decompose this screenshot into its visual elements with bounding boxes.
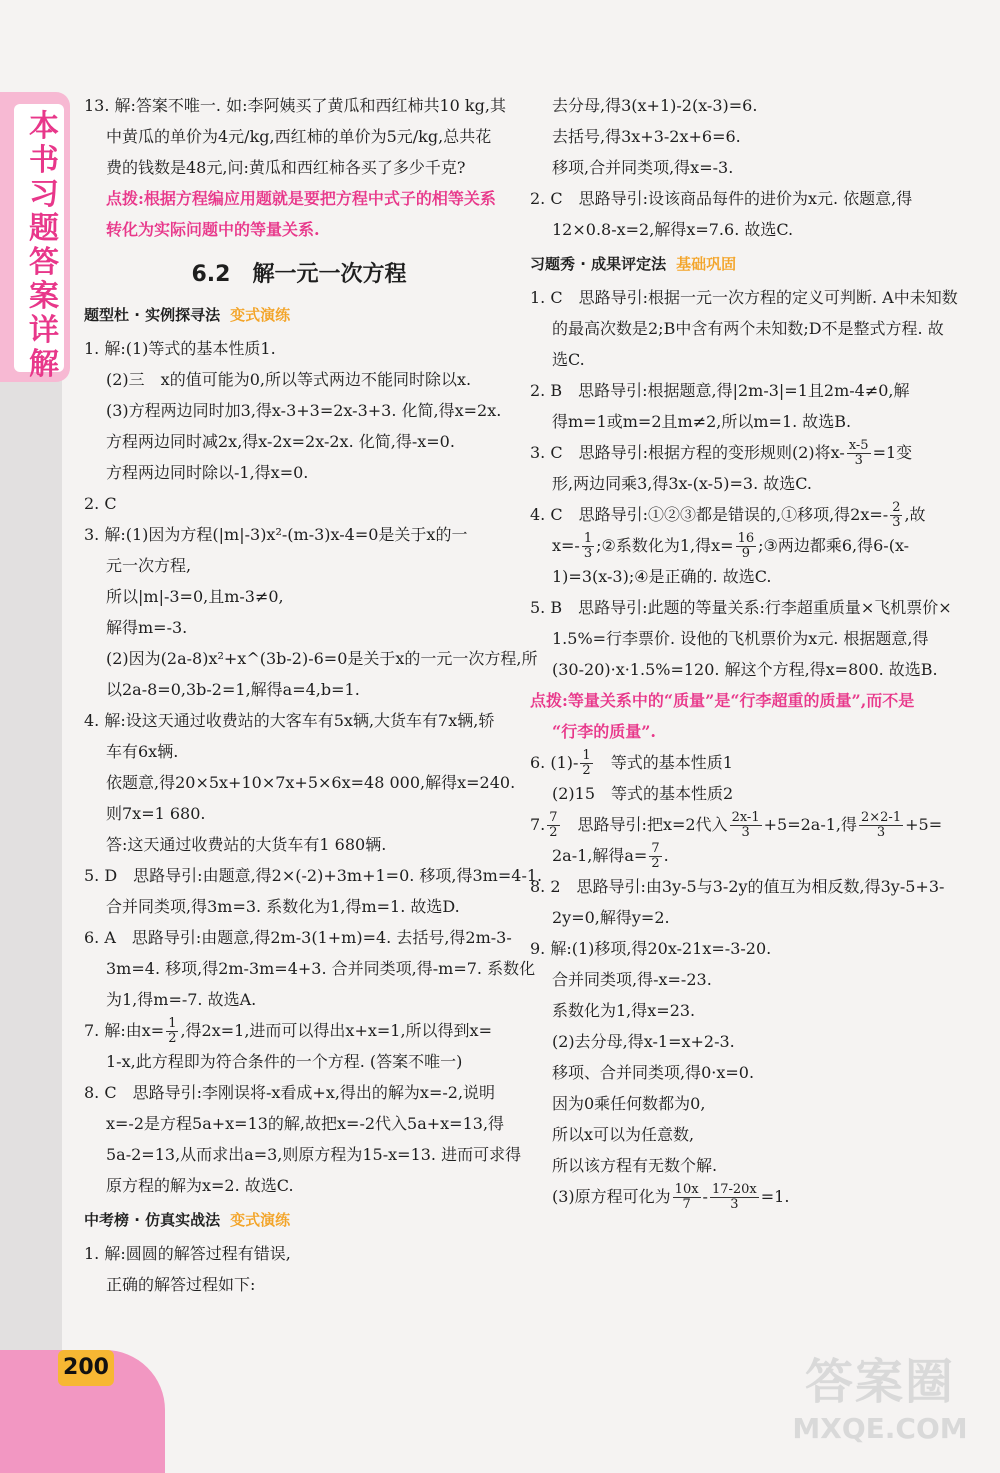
fraction (859, 811, 903, 840)
s6-line1 (530, 747, 955, 778)
s4-line1 (530, 499, 955, 530)
s7-line2 (530, 840, 955, 871)
q13-line1: 13. 解:答案不唯一. 如:李阿姨买了黄瓜和西红柿共10 kg,其 (84, 96, 506, 115)
s4-line2 (530, 530, 955, 561)
s1-line3: 选C. (552, 350, 585, 369)
s7-line2-pre: 2a-1,解得a= (552, 846, 648, 865)
tip-line2: 转化为实际问题中的等量关系. (106, 220, 320, 239)
q8-line4: 原方程的解为x=2. 故选C. (106, 1176, 294, 1195)
fraction-denominator: 9 (741, 546, 750, 561)
s4-line2-post: ;③两边都乘6,得6-(x- (758, 536, 910, 555)
s6-line2: (2)15 等式的基本性质2 (552, 784, 734, 803)
page-number: 200 (58, 1350, 114, 1386)
subsection-heading-2-text: 中考榜 · 仿真实战法 (84, 1211, 221, 1229)
subsection-badge-2: 变式演练 (230, 1211, 291, 1229)
q7-line1-post: ,得2x=1,进而可以得出x+x=1,所以得到x= (180, 1021, 492, 1040)
fraction-denominator: 3 (876, 825, 886, 840)
s9-line9-pre: (3)原方程可化为 (552, 1187, 671, 1206)
fraction-numerator: 7 (549, 810, 558, 825)
s9-line8: 所以该方程有无数个解. (552, 1156, 718, 1175)
tip-line1: 点拨:根据方程编应用题就是要把方程中式子的相等关系 (106, 189, 496, 208)
side-label: 本书习题答案详解 (29, 109, 59, 382)
q8-line3: 5a-2=13,从而求出a=3,则原方程为15-x=13. 进而可求得 (106, 1145, 522, 1164)
s1-line2: 的最高次数是2;B中含有两个未知数;D不是整式方程. 故 (552, 319, 944, 338)
q1-line5: 方程两边同时除以-1,得x=0. (106, 463, 309, 482)
q13-line3: 费的钱数是48元,问:黄瓜和西红柿各买了多少千克? (106, 158, 466, 177)
fraction (673, 1183, 701, 1212)
s8-line2: 2y=0,解得y=2. (552, 908, 670, 927)
subsection-badge-1: 变式演练 (230, 306, 291, 324)
q4-line4: 则7x=1 680. (106, 804, 206, 823)
r-line3: 移项,合并同类项,得x=-3. (552, 158, 734, 177)
section-title: 6.2 解一元一次方程 (191, 262, 407, 287)
fraction-numerator: 7 (651, 841, 660, 856)
watermark-text-1: 答案圈 (804, 1354, 955, 1410)
fraction-numerator: 1 (582, 748, 591, 763)
q2-line: 2. C (84, 494, 117, 513)
q6-line3: 为1,得m=-7. 故选A. (106, 990, 257, 1009)
s6-line1-pre: 6. (1)- (530, 753, 579, 772)
s4-line1-post: ,故 (904, 505, 926, 524)
subsection-heading-2 (84, 1205, 514, 1236)
s7-line1-mid: 思路导引:把x=2代入 (561, 815, 728, 834)
s9-line3: 系数化为1,得x=23. (552, 1001, 696, 1020)
s9-line2: 合并同类项,得-x=-23. (552, 970, 712, 989)
q6-line1: 6. A 思路导引:由题意,得2m-3(1+m)=4. 去括号,得2m-3- (84, 928, 512, 947)
q13-line2: 中黄瓜的单价为4元/kg,西红柿的单价为5元/kg,总共花 (106, 127, 492, 146)
q7-line1 (84, 1015, 514, 1046)
fraction-denominator: 3 (730, 1197, 739, 1212)
fraction-denominator: 2 (549, 825, 558, 840)
r2-line1: 2. C 思路导引:设该商品每件的进价为x元. 依题意,得 (530, 189, 913, 208)
z1-line1: 1. 解:圆圆的解答过程有错误, (84, 1244, 291, 1263)
s4-line3: 1)=3(x-3);④是正确的. 故选C. (552, 567, 772, 586)
r-line2: 去括号,得3x+3-2x+6=6. (552, 127, 741, 146)
s9-line9-post: =1. (760, 1187, 790, 1206)
s3-line1-post: =1变 (872, 443, 913, 462)
fraction (710, 1183, 759, 1212)
s9-line9-mid: - (702, 1187, 708, 1206)
side-strip (0, 380, 62, 1380)
q1-line1: 1. 解:(1)等式的基本性质1. (84, 339, 276, 358)
s5-line1: 5. B 思路导引:此题的等量关系:行李超重质量×飞机票价× (530, 598, 952, 617)
q8-line1: 8. C 思路导引:李刚误将-x看成+x,得出的解为x=-2,说明 (84, 1083, 496, 1102)
left-column (84, 90, 543, 1300)
fraction-denominator: 3 (741, 825, 750, 840)
fraction-numerator: 10x (674, 1182, 699, 1197)
q1-line4: 方程两边同时减2x,得x-2x=2x-2x. 化简,得-x=0. (106, 432, 455, 451)
fraction-denominator: 3 (892, 515, 901, 530)
fraction (582, 532, 594, 561)
watermark-text-2: MXQE.COM (792, 1412, 968, 1445)
fraction-numerator: 16 (737, 531, 755, 546)
watermark (780, 1343, 980, 1463)
q5-line2: 合并同类项,得3m=3. 系数化为1,得m=1. 故选D. (106, 897, 460, 916)
subsection-heading-1-text: 题型杜 · 实例探寻法 (84, 306, 221, 324)
fraction-numerator: 17-20x (711, 1182, 757, 1197)
s9-line1: 9. 解:(1)移项,得20x-21x=-3-20. (530, 939, 772, 958)
q1-line3: (3)方程两边同时加3,得x-3+3=2x-3+3. 化简,得x=2x. (106, 401, 502, 420)
s7-line1 (530, 809, 955, 840)
q7-line1-pre: 7. 解:由x= (84, 1021, 165, 1040)
s5-line2: 1.5%=行李票价. 设他的飞机票价为x元. 根据题意,得 (552, 629, 929, 648)
s9-line9 (530, 1181, 955, 1212)
s9-line5: 移项、合并同类项,得0·x=0. (552, 1063, 755, 1082)
r2-line2: 12×0.8-x=2,解得x=7.6. 故选C. (552, 220, 794, 239)
fraction (547, 811, 559, 840)
fraction-numerator: x-5 (848, 438, 869, 453)
s7-line2-post: . (663, 846, 669, 865)
z1-line2: 正确的解答过程如下: (106, 1275, 256, 1294)
fraction-denominator: 2 (168, 1031, 177, 1046)
fraction (580, 749, 592, 778)
s9-line6: 因为0乘任何数都为0, (552, 1094, 706, 1113)
right-column (530, 90, 958, 1212)
fraction-denominator: 7 (682, 1197, 691, 1212)
q3-line3: 所以|m|-3=0,且m-3≠0, (106, 587, 284, 606)
r-line1: 去分母,得3(x+1)-2(x-3)=6. (552, 96, 758, 115)
q6-line2: 3m=4. 移项,得2m-3m=4+3. 合并同类项,得-m=7. 系数化 (106, 959, 536, 978)
s4-line2-pre: x=- (552, 536, 580, 555)
q1-line2: (2)三 x的值可能为0,所以等式两边不能同时除以x. (106, 370, 472, 389)
fraction-denominator: 2 (651, 856, 660, 871)
tip2-line1: 点拨:等量关系中的“质量”是“行李超重的质量”,而不是 (530, 691, 915, 710)
fraction-numerator: 2×2-1 (861, 810, 902, 825)
tip2-line2: “行李的质量”. (552, 722, 656, 741)
fraction (649, 842, 661, 871)
fraction-numerator: 2x-1 (731, 810, 760, 825)
s2-line1: 2. B 思路导引:根据题意,得|2m-3|=1且2m-4≠0,解 (530, 381, 910, 400)
fraction-denominator: 3 (854, 453, 863, 468)
fraction-denominator: 3 (583, 546, 593, 561)
s7-line1-mid2: +5=2a-1,得 (763, 815, 857, 834)
s1-line1: 1. C 思路导引:根据一元一次方程的定义可判断. A中未知数 (530, 288, 958, 307)
fraction (736, 532, 757, 561)
q3-line2: 元一次方程, (106, 556, 192, 575)
fraction (890, 501, 902, 530)
fraction (730, 811, 762, 840)
fraction-numerator: 1 (583, 531, 593, 546)
s3-line1 (530, 437, 955, 468)
subsection-heading-3-text: 习题秀 · 成果评定法 (530, 255, 667, 273)
q4-line5: 答:这天通过收费站的大货车有1 680辆. (106, 835, 387, 854)
q3-line4: 解得m=-3. (106, 618, 188, 637)
s7-line1-pre: 7. (530, 815, 546, 834)
fraction-denominator: 2 (582, 763, 591, 778)
s2-line2: 得m=1或m=2且m≠2,所以m=1. 故选B. (552, 412, 852, 431)
q4-line1: 4. 解:设这天通过收费站的大客车有5x辆,大货车有7x辆,轿 (84, 711, 495, 730)
q4-line2: 车有6x辆. (106, 742, 179, 761)
fraction (847, 439, 871, 468)
subsection-heading-3 (530, 249, 955, 280)
q4-line3: 依题意,得20×5x+10×7x+5×6x=48 000,解得x=240. (106, 773, 516, 792)
s3-line1-pre: 3. C 思路导引:根据方程的变形规则(2)将x- (530, 443, 845, 462)
s4-line2-mid: ;②系数化为1,得x= (596, 536, 734, 555)
q5-line1: 5. D 思路导引:由题意,得2×(-2)+3m+1=0. 移项,得3m=4-1. (84, 866, 543, 885)
s3-line2: 形,两边同乘3,得3x-(x-5)=3. 故选C. (552, 474, 813, 493)
s8-line1: 8. 2 思路导引:由3y-5与3-2y的值互为相反数,得3y-5+3- (530, 877, 945, 896)
s6-line1-post: 等式的基本性质1 (594, 753, 733, 772)
fraction (166, 1017, 178, 1046)
q7-line2: 1-x,此方程即为符合条件的一个方程. (答案不唯一) (106, 1052, 463, 1071)
q3-line5: (2)因为(2a-8)x²+x^(3b-2)-6=0是关于x的一元一次方程,所 (106, 649, 538, 668)
s4-line1-pre: 4. C 思路导引:①②③都是错误的,①移项,得2x=- (530, 505, 889, 524)
q3-line1: 3. 解:(1)因为方程(|m|-3)x²-(m-3)x-4=0是关于x的一 (84, 525, 468, 544)
subsection-badge-3: 基础巩固 (676, 255, 737, 273)
fraction-numerator: 2 (892, 500, 901, 515)
q3-line6: 以2a-8=0,3b-2=1,解得a=4,b=1. (106, 680, 360, 699)
q8-line2: x=-2是方程5a+x=13的解,故把x=-2代入5a+x=13,得 (106, 1114, 505, 1133)
s7-line1-post: +5= (905, 815, 943, 834)
s5-line3: (30-20)·x·1.5%=120. 解这个方程,得x=800. 故选B. (552, 660, 938, 679)
s9-line4: (2)去分母,得x-1=x+2-3. (552, 1032, 735, 1051)
subsection-heading-1 (84, 300, 514, 331)
s9-line7: 所以x可以为任意数, (552, 1125, 695, 1144)
fraction-numerator: 1 (168, 1016, 177, 1031)
